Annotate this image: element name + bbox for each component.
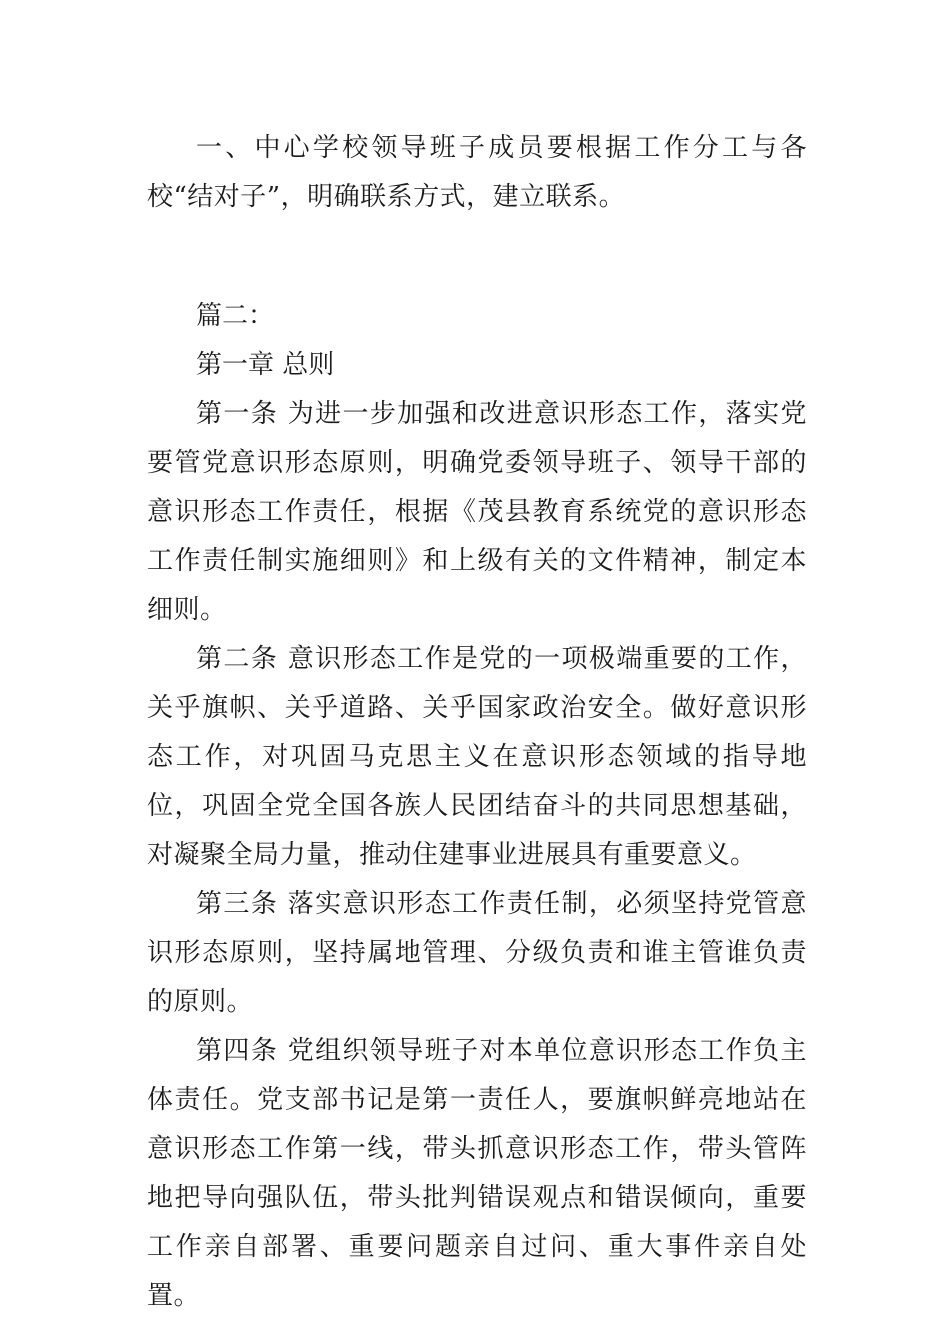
chapter-title: 第一章 总则 xyxy=(196,350,335,380)
spacer xyxy=(147,222,807,292)
article-4: 第四条 党组织领导班子对本单位意识形态工作负主体责任。党支部书记是第一责任人，要旗帜鲜亮地站在意识形态工作第一线，带头抓意识形态工作，带头管阵地把导向强队伍，带头批判错误观点和错误倾向，重要工作亲自部署、重要问题亲自过问、重大事件亲自处置。 xyxy=(147,1036,807,1311)
paragraph-intro: 一、中心学校领导班子成员要根据工作分工与各校“结对子”，明确联系方式，建立联系。 xyxy=(147,133,807,212)
article-1: 第一条 为进一步加强和改进意识形态工作，落实党要管党意识形态原则，明确党委领导班子、领导干部的意识形态工作责任，根据《茂县教育系统党的意识形态工作责任制实施细则》和上级有关的文件精神，制定本细则。 xyxy=(147,399,807,625)
article-2: 第二条 意识形态工作是党的一项极端重要的工作，关乎旗帜、关乎道路、关乎国家政治安全。做好意识形态工作，对巩固马克思主义在意识形态领域的指导地位，巩固全党全国各族人民团结奋斗的共同思想基础，对凝聚全局力量，推动住建事业进展具有重要意义。 xyxy=(147,644,807,870)
section-label: 篇二： xyxy=(196,301,275,331)
document-body xyxy=(147,124,807,1321)
article-3: 第三条 落实意识形态工作责任制，必须坚持党管意识形态原则，坚持属地管理、分级负责和谁主管谁负责的原则。 xyxy=(147,889,807,1017)
